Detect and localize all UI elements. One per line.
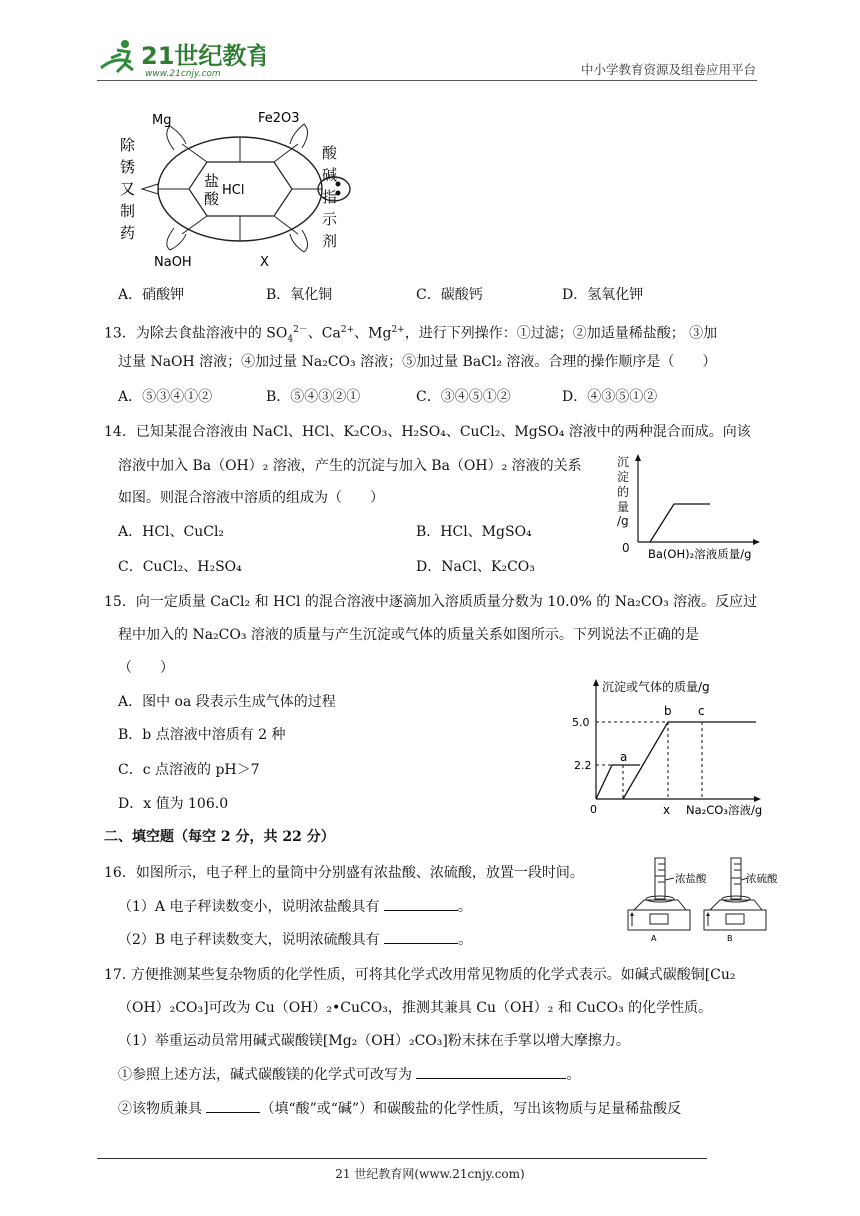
q16-scales-figure	[620, 852, 780, 944]
turtle-right-label: 酸 碱 指 示 剂	[322, 144, 338, 250]
q14-stem-line1: 14．已知某混合溶液由 NaCl、HCl、K₂CO₃、H₂SO₄、CuCl₂、MgSO₄ 溶液中的两种混合而成。向该	[104, 424, 751, 440]
q13-stem-line2: 过量 NaOH 溶液；④加过量 Na₂CO₃ 溶液；⑤加过量 BaCl₂ 溶液。合理的操作顺序是（ ）	[118, 354, 717, 370]
svg-text:B: B	[727, 934, 733, 943]
turtle-left-label	[120, 136, 136, 242]
svg-text:2.2: 2.2	[574, 759, 592, 772]
q16-sub1: （1）A 电子秤读数变小，说明浓盐酸具有 。	[118, 896, 472, 917]
header-right-text: 中小学教育资源及组卷应用平台	[580, 62, 756, 77]
q12-option-c: C．碳酸钙	[416, 287, 483, 303]
q13-stem-line1: 13．为除去食盐溶液中的 $SO_4^{2-}$、$Ca^{2+}$、$Mg^{2+}$，进行下列操作：①过滤；②加适量稀盐酸； ③加	[104, 325, 718, 345]
svg-text:0: 0	[590, 803, 597, 816]
svg-text:锈: 锈	[120, 158, 136, 176]
section2-title: 二、填空题（每空 2 分，共 22 分）	[104, 829, 335, 845]
q16-blank1[interactable]	[384, 896, 458, 911]
svg-text:量: 量	[617, 500, 630, 514]
svg-text:的: 的	[617, 485, 630, 499]
q15-stem-line3: （ ）	[118, 660, 174, 676]
logo-text: 21世纪教育	[141, 42, 265, 70]
q13-option-d: D．④③⑤①②	[562, 389, 658, 405]
svg-text:除: 除	[120, 136, 136, 154]
q13-option-a: A．⑤③④①②	[118, 389, 213, 405]
svg-text:b: b	[664, 704, 672, 718]
q15-stem-line2: 程中加入的 Na₂CO₃ 溶液的质量与产生沉淀或气体的质量关系如图所示。下列说法不正确的是	[118, 627, 699, 643]
svg-text:A: A	[651, 934, 657, 943]
q14-precipitate-chart	[612, 452, 762, 562]
turtle-center-a: 盐	[204, 172, 220, 190]
q17-stem-line2: （OH）₂CO₃]可改为 Cu（OH）₂•CuCO₃，推测其兼具 Cu（OH）₂ 和 CuCO₃ 的化学性质。	[118, 1000, 713, 1016]
q15-stem-line1: 15．向一定质量 CaCl₂ 和 HCl 的混合溶液中逐滴加入溶质质量分数为 10.0% 的 Na₂CO₃ 溶液。反应过	[104, 594, 758, 610]
svg-text:沉: 沉	[617, 455, 630, 469]
turtle-diagram	[112, 104, 352, 274]
q12-option-d: D．氢氧化钾	[562, 287, 644, 303]
q15-option-c: C．c 点溶液的 pH＞7	[118, 762, 260, 778]
q13-option-b: B．⑤④③②①	[266, 389, 361, 405]
svg-text:a: a	[620, 750, 628, 764]
footer-rule	[97, 1158, 707, 1159]
q16-blank2[interactable]	[384, 929, 458, 944]
q14-option-b: B．HCl、MgSO₄	[416, 524, 532, 540]
svg-text:Ba(OH)₂溶液质量/g: Ba(OH)₂溶液质量/g	[648, 547, 752, 561]
turtle-top-left: Mg	[152, 113, 172, 128]
svg-text:浓硫酸: 浓硫酸	[746, 873, 778, 885]
q17-blank1[interactable]	[416, 1064, 566, 1079]
svg-text:/g: /g	[617, 514, 629, 528]
q17-sub1: （1）举重运动员常用碱式碳酸镁[Mg₂（OH）₂CO₃]粉末抹在手掌以增大摩擦力。	[118, 1033, 630, 1049]
turtle-bottom-left: NaOH	[154, 255, 192, 270]
q16-sub2: （2）B 电子秤读数变大，说明浓硫酸具有 。	[118, 929, 472, 950]
q17-sub1-part1: ①参照上述方法，碱式碳酸镁的化学式可改写为 。	[118, 1064, 580, 1085]
q15-option-b: B．b 点溶液中溶质有 2 种	[118, 727, 286, 743]
turtle-top-right: Fe2O3	[258, 111, 300, 126]
turtle-center-b: 酸	[204, 190, 220, 208]
svg-text:又: 又	[120, 180, 136, 198]
q14-stem-line2: 溶液中加入 Ba（OH）₂ 溶液，产生的沉淀与加入 Ba（OH）₂ 溶液的关系	[118, 458, 582, 474]
q14-option-d: D．NaCl、K₂CO₃	[416, 559, 535, 575]
q12-option-b: B．氧化铜	[266, 287, 333, 303]
svg-text:x: x	[663, 803, 671, 817]
footer-text: 21 世纪教育网(www.21cnjy.com)	[335, 1167, 525, 1181]
header-rule	[97, 80, 757, 81]
q17-stem-line1: 17. 方便推测某些复杂物质的化学性质，可将其化学式改用常见物质的化学式表示。如碱式碳酸铜[Cu₂	[104, 967, 736, 983]
q14-stem-line3: 如图。则混合溶液中溶质的组成为（ ）	[118, 490, 384, 506]
svg-text:沉淀或气体的质量/g: 沉淀或气体的质量/g	[602, 680, 710, 694]
svg-text:淀: 淀	[617, 470, 630, 484]
q17-blank2[interactable]	[206, 1098, 260, 1113]
svg-text:药: 药	[120, 224, 136, 242]
q13-option-c: C．③④⑤①②	[416, 389, 511, 405]
q12-option-a: A．硝酸钾	[118, 287, 185, 303]
svg-text:c: c	[698, 704, 705, 718]
turtle-bottom-right: X	[260, 255, 269, 270]
site-logo	[95, 34, 265, 80]
turtle-center-formula: HCl	[222, 183, 245, 198]
q15-precipitate-gas-chart	[568, 675, 764, 820]
q14-option-c: C．CuCl₂、H₂SO₄	[118, 559, 242, 575]
svg-text:浓盐酸: 浓盐酸	[675, 873, 707, 885]
q15-option-d: D．x 值为 106.0	[118, 796, 229, 812]
svg-text:Na₂CO₃溶液/g: Na₂CO₃溶液/g	[686, 803, 763, 817]
svg-text:0: 0	[622, 541, 630, 555]
q17-sub1-part2: ②该物质兼具 （填“酸”或“碱”）和碳酸盐的化学性质，写出该物质与足量稀盐酸反	[118, 1098, 681, 1119]
q16-stem: 16．如图所示，电子秤上的量筒中分别盛有浓盐酸、浓硫酸，放置一段时间。	[104, 865, 584, 881]
logo-subtext: www.21cnjy.com	[145, 69, 221, 79]
svg-text:5.0: 5.0	[572, 716, 590, 729]
svg-text:制: 制	[120, 202, 136, 220]
q15-option-a: A．图中 oa 段表示生成气体的过程	[118, 694, 336, 710]
q14-option-a: A．HCl、CuCl₂	[118, 524, 225, 540]
